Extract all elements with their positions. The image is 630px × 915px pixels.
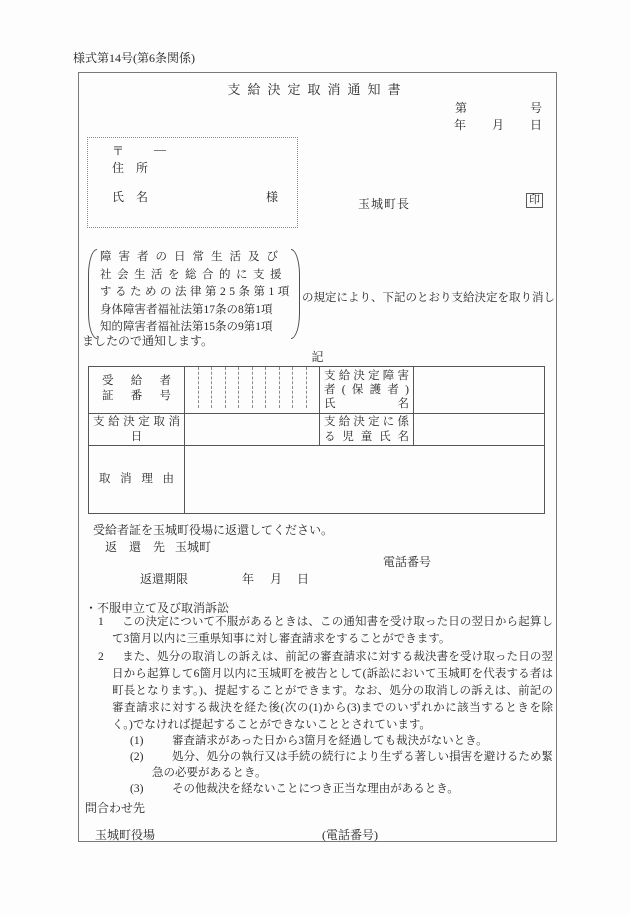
law-line: 障害者の日常生活及び (100, 251, 285, 263)
return-deadline-label: 返還期限 (140, 572, 189, 586)
appeal-item-1: 1 この決定について不服があるときは、この通知書を受け取った日の翌日から起算して3箇月以内に三重県知事に対し審査請求をすることができます。 (98, 616, 553, 645)
recipient-cert-number-field (184, 367, 319, 413)
deadline-day-label: 日 (297, 572, 310, 586)
return-to-label: 返 還 先 (105, 540, 166, 554)
appeal-heading: ・不服申立て及び取消訴訟 (85, 601, 230, 615)
phone-number-label: 電話番号 (383, 555, 432, 569)
honorific-label: 様 (266, 190, 279, 204)
recipient-cert-number-label: 受給者 証番号 (102, 375, 171, 402)
inquiry-phone: (電話番号) (322, 828, 378, 842)
record-heading: 記 (311, 350, 324, 364)
digit-compartments (185, 367, 319, 413)
form-code: 様式第14号(第6条関係) (73, 51, 195, 65)
date-month-label: 月 (491, 118, 504, 132)
date-day-label: 日 (529, 118, 542, 132)
document-title: 支給決定取消通知書 (227, 82, 408, 97)
body-closing: ましたので通知します。 (82, 334, 214, 348)
postal-mark-icon: 〒 (112, 144, 125, 158)
deadline-year-label: 年 (242, 572, 255, 586)
issuer-title: 玉城町長 (358, 197, 411, 211)
return-to-value: 玉城町 (175, 540, 212, 554)
cancel-date-label: 支給決定取消 日 (89, 413, 184, 445)
postal-separator: ― (154, 142, 166, 156)
cancel-date-field (184, 413, 319, 445)
right-paren-shape (291, 249, 300, 339)
grantee-name-field (413, 367, 544, 413)
cancel-reason-label: 取消理由 (89, 445, 184, 513)
appeal-item-2: 2 また、処分の取消しの訴えは、前記の審査請求に対する裁決書を受け取った日の翌日から起算して6箇月以内に玉城町を被告として(訴訟において玉城町を代表する者は町長となります。)、提起することができます。なお、処分の取消しの訴えは、前記の審査請求に対する裁決を経た後(次の(1)から(3)までのいずれかに該当するときを除く。)でなければ提起することができないこととされています。 (98, 651, 553, 731)
doc-number-suffix: 号 (529, 101, 542, 115)
seal-stamp: 印 (526, 193, 543, 208)
inquiry-heading: 問合わせ先 (85, 801, 146, 815)
law-line: 知的障害者福祉法第15条の9第1項 (100, 321, 273, 334)
law-line: 身体障害者福祉法第17条の8第1項 (100, 303, 273, 316)
return-notice: 受給者証を玉城町役場に返還してください。 (93, 523, 334, 537)
deadline-month-label: 月 (270, 572, 283, 586)
address-label: 住 所 (112, 161, 149, 175)
child-name-field (413, 413, 544, 445)
appeal-subitem-2: (2) 処分、処分の執行又は手続の続行により生ずる著しい損害を避けるため緊急の必要があるとき。 (130, 751, 553, 779)
left-paren-shape (88, 249, 97, 339)
law-line: するための法律第25条第1項 (100, 286, 293, 299)
recipient-address-box (87, 137, 298, 228)
law-line: 社会生活を総合的に支援 (100, 268, 287, 281)
doc-number-row (455, 99, 542, 116)
grantee-name-label: 支給決定障害 者(保護者) 氏名 (319, 367, 413, 413)
date-year-label: 年 (454, 118, 467, 132)
cancel-reason-field (184, 445, 544, 513)
doc-number-prefix: 第 (455, 101, 468, 115)
doc-date-row (454, 116, 542, 133)
child-name-label: 支給決定に係 る児童氏名 (319, 413, 413, 445)
details-table (88, 366, 545, 514)
appeal-subitem-1: (1) 審査請求があった日から3箇月を経過しても裁決がないとき。 (130, 735, 488, 747)
law-list (100, 249, 293, 337)
return-to-row (105, 538, 211, 555)
name-label: 氏 名 (112, 190, 149, 204)
inquiry-office: 玉城町役場 (95, 828, 156, 842)
body-continuation: の規定により、下記のとおり支給決定を取り消し (302, 292, 555, 304)
appeal-subitem-3: (3) その他裁決を経ないことにつき正当な理由があるとき。 (130, 783, 459, 795)
